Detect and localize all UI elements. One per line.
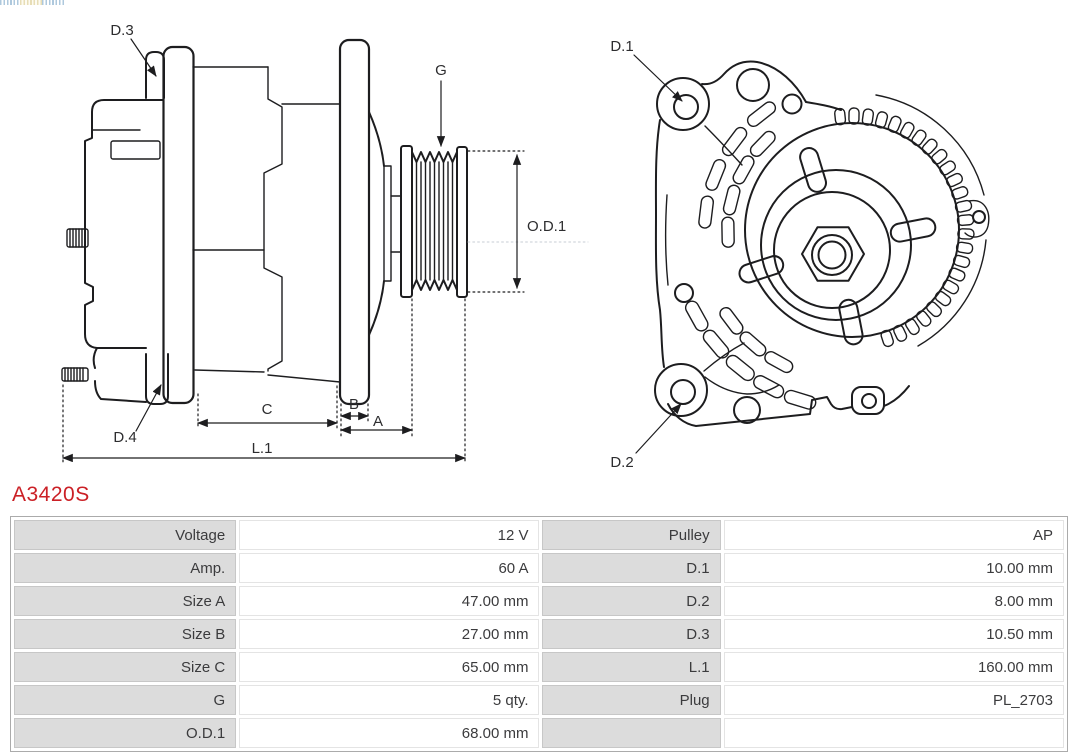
spec-label: Plug: [542, 685, 720, 715]
spec-value: 27.00 mm: [239, 619, 539, 649]
cooling-louvers: [683, 100, 817, 411]
dim-d1: [610, 38, 682, 101]
spec-label: Voltage: [14, 520, 236, 550]
spec-value: 65.00 mm: [239, 652, 539, 682]
dim-label-a: A: [372, 413, 384, 430]
spec-value: AP: [724, 520, 1064, 550]
spec-row: [14, 586, 1064, 616]
spec-label: Size C: [14, 652, 236, 682]
front-view-dimensions: [610, 38, 682, 471]
spec-label: O.D.1: [14, 718, 236, 748]
dim-d4: [113, 385, 161, 446]
spec-label: G: [14, 685, 236, 715]
dim-label-l1: L.1: [251, 440, 273, 457]
dim-g: [435, 62, 447, 146]
spec-label: Pulley: [542, 520, 720, 550]
spec-value: PL_2703: [724, 685, 1064, 715]
dim-label-d4: D.4: [113, 429, 137, 446]
spec-label: L.1: [542, 652, 720, 682]
mount-lug-top: [657, 78, 709, 130]
mount-hole-d2: [671, 380, 695, 404]
side-view-dimensions: [63, 22, 588, 463]
spec-label: Size A: [14, 586, 236, 616]
spec-value: 10.50 mm: [724, 619, 1064, 649]
stator-teeth: [834, 108, 974, 348]
spec-label: Amp.: [14, 553, 236, 583]
spec-row: [14, 685, 1064, 715]
dim-label-b: B: [348, 396, 360, 413]
spec-row: [14, 553, 1064, 583]
spec-value: 5 qty.: [239, 685, 539, 715]
dim-d3: [110, 22, 156, 76]
dim-label-d2: D.2: [610, 454, 634, 471]
dim-od1: [468, 151, 588, 292]
spec-value: 8.00 mm: [724, 586, 1064, 616]
spec-value: [724, 718, 1064, 748]
mount-lug-bottom: [655, 364, 707, 416]
spec-row: [14, 619, 1064, 649]
spec-value: 68.00 mm: [239, 718, 539, 748]
spec-value: 12 V: [239, 520, 539, 550]
spec-row: [14, 652, 1064, 682]
spec-table: [10, 516, 1068, 752]
dim-label-g: G: [435, 62, 447, 79]
spec-label: D.2: [542, 586, 720, 616]
rotor-spokes: [737, 146, 937, 346]
spec-row: [14, 718, 1064, 748]
spec-value: 10.00 mm: [724, 553, 1064, 583]
spec-label: Size B: [14, 619, 236, 649]
side-view-diagram: [62, 40, 467, 404]
front-view-diagram: [655, 62, 989, 427]
dim-label-d3: D.3: [110, 22, 134, 39]
dim-label-d1: D.1: [610, 38, 634, 55]
spec-value: 60 A: [239, 553, 539, 583]
spec-value: 47.00 mm: [239, 586, 539, 616]
spec-label: D.3: [542, 619, 720, 649]
spec-value: 160.00 mm: [724, 652, 1064, 682]
dim-label-c: C: [261, 401, 273, 418]
mount-hole-d1: [674, 95, 698, 119]
dim-label-od1: O.D.1: [527, 218, 567, 235]
dim-c: [198, 386, 337, 429]
spec-label: D.1: [542, 553, 720, 583]
spec-label: [542, 718, 720, 748]
spec-row: [14, 520, 1064, 550]
part-number: A3420S: [12, 483, 90, 506]
